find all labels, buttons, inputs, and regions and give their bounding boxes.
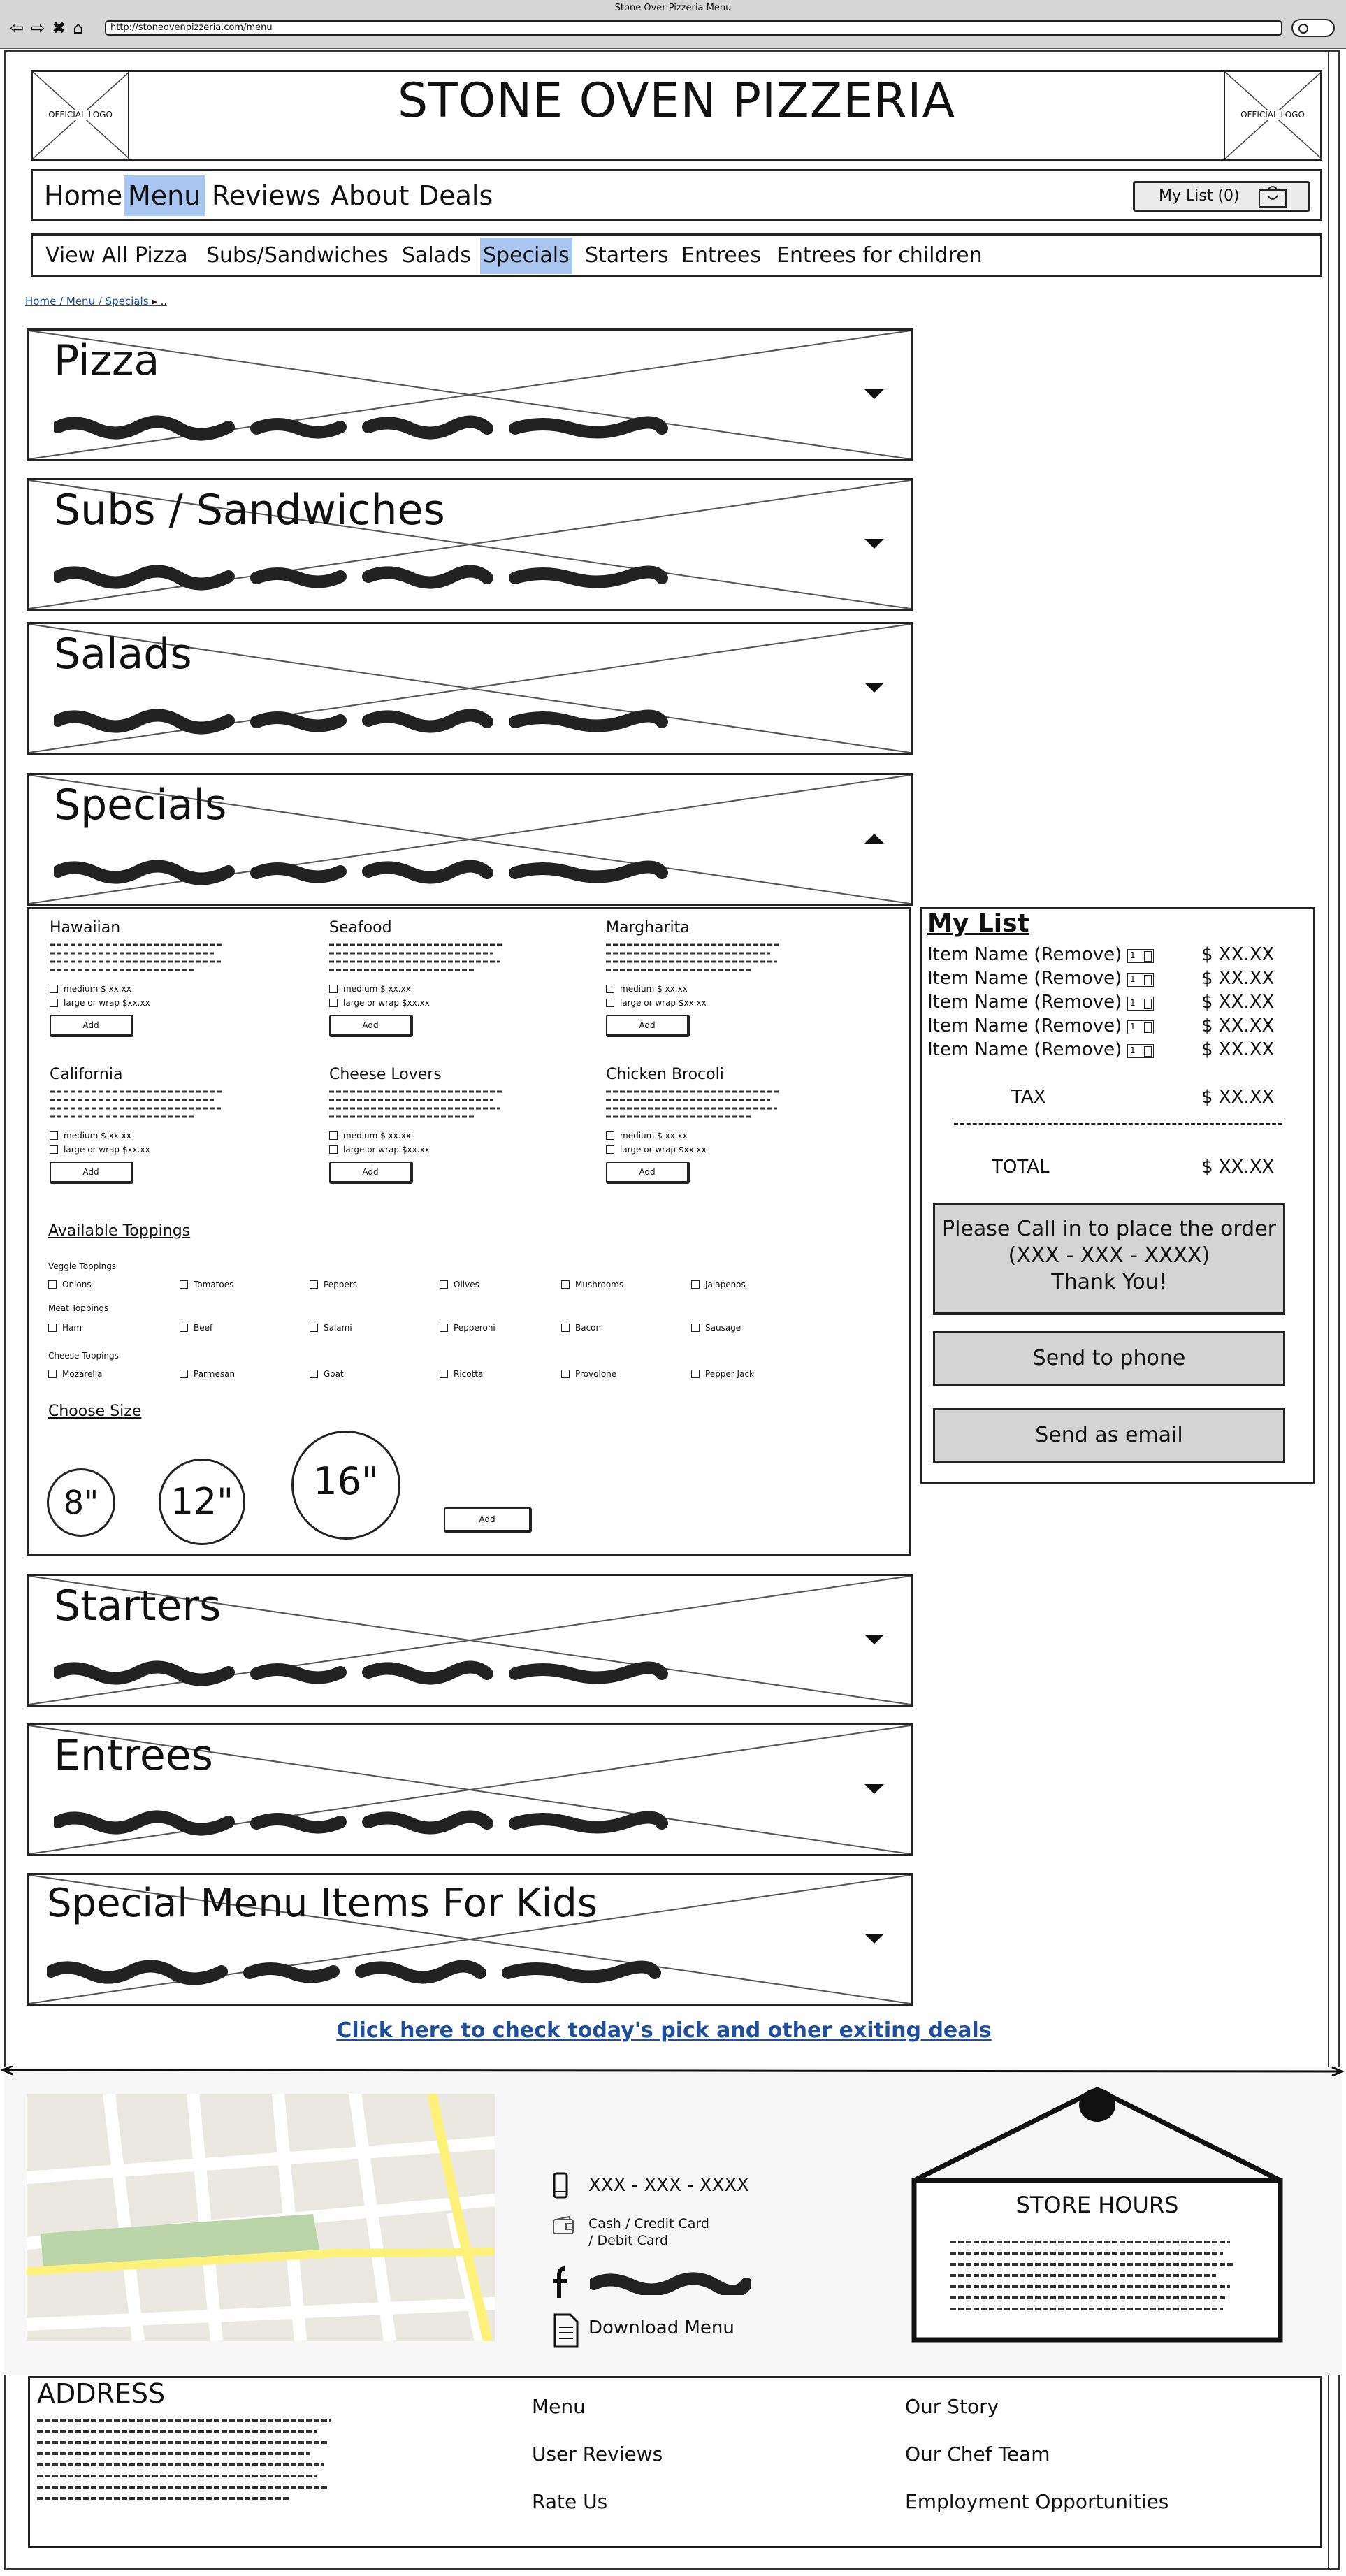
close-icon[interactable]: ✖ xyxy=(52,18,66,38)
add-button[interactable]: Add xyxy=(50,1162,133,1184)
expand-chevron-icon[interactable] xyxy=(864,683,884,693)
send-as-email-button[interactable]: Send as email xyxy=(933,1408,1285,1463)
call-line-1: Please Call in to place the order xyxy=(942,1217,1276,1241)
browser-search-icon[interactable] xyxy=(1291,19,1335,37)
menu-item-name: Margharita xyxy=(606,919,690,936)
breadcrumb[interactable]: Home / Menu / Specials ▸ .. xyxy=(25,295,168,307)
category-panel-kids[interactable] xyxy=(27,1873,913,2006)
topping-option[interactable]: Sausage xyxy=(691,1323,741,1333)
checkbox[interactable] xyxy=(50,985,58,993)
tax-label: TAX xyxy=(1011,1087,1046,1108)
size-option-large[interactable]: large or wrap $xx.xx xyxy=(50,998,259,1008)
checkbox[interactable] xyxy=(180,1280,188,1289)
subnav-specials[interactable]: Specials xyxy=(480,238,572,274)
subnav-salads[interactable]: Salads xyxy=(402,243,471,268)
deals-link[interactable]: Click here to check today's pick and other exiting deals xyxy=(336,2018,992,2043)
topping-option[interactable]: Salami xyxy=(310,1323,352,1333)
placeholder-text-scribble xyxy=(329,1087,511,1124)
size-12-button[interactable]: 12" xyxy=(159,1459,245,1545)
list-item-name[interactable]: Item Name (Remove) xyxy=(927,992,1122,1013)
toppings-title: Available Toppings xyxy=(48,1222,191,1240)
expand-chevron-icon[interactable] xyxy=(864,389,884,399)
list-item xyxy=(927,1039,1305,1063)
topping-option[interactable]: Bacon xyxy=(561,1323,601,1333)
browser-chrome xyxy=(0,0,1346,49)
placeholder-text-scribble xyxy=(50,1087,231,1124)
add-button[interactable]: Add xyxy=(50,1015,133,1037)
placeholder-text-scribble xyxy=(950,2238,1244,2322)
checkbox[interactable] xyxy=(561,1370,570,1378)
menu-item-card xyxy=(50,919,259,1037)
cheese-toppings-label: Cheese Toppings xyxy=(48,1351,119,1361)
checkbox[interactable] xyxy=(440,1370,448,1378)
checkbox[interactable] xyxy=(329,1145,338,1154)
wallet-icon xyxy=(552,2215,576,2236)
payment-line-1: Cash / Credit Card xyxy=(588,2216,709,2231)
placeholder-text-scribble xyxy=(54,1808,669,1836)
placeholder-text-scribble xyxy=(606,941,788,977)
back-icon[interactable]: ⇦ xyxy=(10,18,24,38)
add-button[interactable]: Add xyxy=(606,1162,690,1184)
topping-option[interactable]: Goat xyxy=(310,1369,344,1379)
site-header xyxy=(31,70,1322,161)
checkbox[interactable] xyxy=(310,1370,318,1378)
checkbox[interactable] xyxy=(50,999,58,1007)
nav-about[interactable]: About xyxy=(331,180,410,211)
official-logo-right[interactable]: OFFICIAL LOGO xyxy=(1224,72,1320,159)
add-button[interactable]: Add xyxy=(606,1015,690,1037)
menu-item-card xyxy=(606,919,816,1037)
checkbox[interactable] xyxy=(440,1324,448,1332)
category-panel-starters[interactable] xyxy=(27,1574,913,1707)
subnav-pizza[interactable]: Pizza xyxy=(135,243,188,268)
document-icon xyxy=(552,2313,580,2348)
list-item-price: $ XX.XX xyxy=(1201,992,1275,1013)
quantity-stepper[interactable]: 1 xyxy=(1127,1020,1154,1034)
expand-chevron-icon[interactable] xyxy=(864,1635,884,1644)
topping-option[interactable]: Onions xyxy=(48,1280,92,1289)
checkbox[interactable] xyxy=(180,1324,188,1332)
checkbox[interactable] xyxy=(50,1145,58,1154)
quantity-stepper[interactable]: 1 xyxy=(1127,949,1154,963)
menu-item-name: Cheese Lovers xyxy=(329,1066,442,1083)
category-panel-specials[interactable] xyxy=(27,773,913,906)
placeholder-text-scribble xyxy=(54,1658,669,1686)
menu-item-name: Hawaiian xyxy=(50,919,121,936)
topping-option[interactable]: Parmesan xyxy=(180,1369,235,1379)
category-title: Salads xyxy=(54,630,192,679)
checkbox[interactable] xyxy=(50,1131,58,1140)
veggie-toppings-label: Veggie Toppings xyxy=(48,1261,117,1271)
my-list-button-label: My List (0) xyxy=(1159,187,1240,205)
add-size-button[interactable]: Add xyxy=(444,1507,532,1533)
checkbox[interactable] xyxy=(310,1324,318,1332)
placeholder-text-scribble xyxy=(54,413,669,441)
placeholder-text-scribble xyxy=(590,2271,751,2295)
category-panel-pizza[interactable] xyxy=(27,328,913,461)
menu-item-card xyxy=(329,1066,539,1184)
checkbox[interactable] xyxy=(561,1280,570,1289)
checkbox[interactable] xyxy=(561,1324,570,1332)
horizontal-divider-arrow xyxy=(0,2066,1346,2076)
topping-option[interactable]: Jalapenos xyxy=(691,1280,746,1289)
checkbox[interactable] xyxy=(329,1131,338,1140)
list-item xyxy=(927,944,1305,968)
size-option-large[interactable]: large or wrap $xx.xx xyxy=(329,998,539,1008)
checkbox[interactable] xyxy=(606,1145,614,1154)
tax-value: $ XX.XX xyxy=(1201,1087,1275,1108)
footer-link-story[interactable]: Our Story xyxy=(905,2395,999,2418)
placeholder-text-scribble xyxy=(606,1087,788,1124)
expand-chevron-icon[interactable] xyxy=(864,1784,884,1794)
category-panel-salads[interactable] xyxy=(27,622,913,755)
my-list-button[interactable] xyxy=(1133,181,1310,212)
topping-option[interactable]: Peppers xyxy=(310,1280,357,1289)
category-title: Specials xyxy=(54,781,227,830)
total-label: TOTAL xyxy=(992,1157,1050,1178)
facebook-icon[interactable] xyxy=(552,2266,570,2299)
checkbox[interactable] xyxy=(691,1280,700,1289)
nav-menu[interactable]: Menu xyxy=(124,175,205,216)
quantity-stepper[interactable]: 1 xyxy=(1127,997,1154,1011)
topping-option[interactable]: Beef xyxy=(180,1323,212,1333)
forward-icon[interactable]: ⇨ xyxy=(31,18,45,38)
collapse-chevron-icon[interactable] xyxy=(864,834,884,844)
list-item xyxy=(927,968,1305,992)
size-option-medium[interactable]: medium $ xx.xx xyxy=(606,1131,816,1141)
checkbox[interactable] xyxy=(606,1131,614,1140)
category-title: Special Menu Items For Kids xyxy=(47,1881,598,1926)
topping-option[interactable]: Pepperoni xyxy=(440,1323,495,1333)
nav-home[interactable]: Home xyxy=(44,180,123,211)
checkbox[interactable] xyxy=(48,1370,57,1378)
quantity-stepper[interactable]: 1 xyxy=(1127,973,1154,987)
nav-reviews[interactable]: Reviews xyxy=(212,180,321,211)
specials-content xyxy=(27,907,911,1556)
topping-option[interactable]: Mozarella xyxy=(48,1369,102,1379)
category-nav xyxy=(31,233,1322,277)
category-panel-subs[interactable] xyxy=(27,478,913,611)
my-list-title: My List xyxy=(927,909,1029,938)
list-item xyxy=(927,1015,1305,1039)
placeholder-text-scribble xyxy=(54,858,669,885)
official-logo-left[interactable]: OFFICIAL LOGO xyxy=(33,72,129,159)
checkbox[interactable] xyxy=(180,1370,188,1378)
footer-link-rate[interactable]: Rate Us xyxy=(532,2490,608,2513)
topping-option[interactable]: Ricotta xyxy=(440,1369,483,1379)
topping-option[interactable]: Pepper Jack xyxy=(691,1369,754,1379)
placeholder-text-scribble xyxy=(54,707,669,735)
footer-link-employment[interactable]: Employment Opportunities xyxy=(905,2490,1169,2513)
size-option-large[interactable]: large or wrap $xx.xx xyxy=(606,1145,816,1155)
store-hours-title: STORE HOURS xyxy=(1015,2192,1179,2218)
expand-chevron-icon[interactable] xyxy=(864,539,884,549)
size-16-button[interactable]: 16" xyxy=(291,1431,400,1540)
checkbox[interactable] xyxy=(329,985,338,993)
checkbox[interactable] xyxy=(691,1370,700,1378)
placeholder-text-scribble xyxy=(50,941,231,977)
address-title: ADDRESS xyxy=(37,2378,166,2409)
size-option-large[interactable]: large or wrap $xx.xx xyxy=(606,998,816,1008)
list-item xyxy=(927,992,1305,1015)
size-option-medium[interactable]: medium $ xx.xx xyxy=(606,984,816,994)
checkbox[interactable] xyxy=(329,999,338,1007)
list-item-name[interactable]: Item Name (Remove) xyxy=(927,1039,1122,1060)
choose-size-title: Choose Size xyxy=(48,1403,142,1420)
list-item-name[interactable]: Item Name (Remove) xyxy=(927,1015,1122,1036)
download-menu-link[interactable]: Download Menu xyxy=(588,2317,734,2338)
category-panel-entrees[interactable] xyxy=(27,1723,913,1856)
main-nav xyxy=(31,169,1322,221)
size-option-medium[interactable]: medium $ xx.xx xyxy=(329,984,539,994)
checkbox[interactable] xyxy=(606,999,614,1007)
checkbox[interactable] xyxy=(48,1324,57,1332)
list-item-price: $ XX.XX xyxy=(1201,1039,1275,1060)
placeholder-text-scribble xyxy=(329,941,511,977)
size-option-medium[interactable]: medium $ xx.xx xyxy=(50,984,259,994)
placeholder-text-scribble xyxy=(37,2416,338,2514)
call-phone-number: (XXX - XXX - XXXX) xyxy=(1008,1243,1210,1268)
list-item-price: $ XX.XX xyxy=(1201,1015,1275,1036)
location-map[interactable] xyxy=(27,2094,495,2341)
topping-option[interactable]: Olives xyxy=(440,1280,479,1289)
checkbox[interactable] xyxy=(440,1280,448,1289)
window-title: Stone Over Pizzeria Menu xyxy=(614,3,732,13)
size-option-large[interactable]: large or wrap $xx.xx xyxy=(50,1145,259,1155)
divider xyxy=(954,1123,1282,1125)
topping-option[interactable]: Mushrooms xyxy=(561,1280,623,1289)
checkbox[interactable] xyxy=(48,1280,57,1289)
site-title: STONE OVEN PIZZERIA xyxy=(398,73,955,129)
add-button[interactable]: Add xyxy=(329,1015,413,1037)
nav-deals[interactable]: Deals xyxy=(419,180,493,211)
quantity-stepper[interactable]: 1 xyxy=(1127,1044,1154,1058)
category-title: Pizza xyxy=(54,336,160,385)
footer-link-chef-team[interactable]: Our Chef Team xyxy=(905,2443,1050,2466)
send-to-phone-button[interactable]: Send to phone xyxy=(933,1331,1285,1386)
size-8-button[interactable]: 8" xyxy=(47,1468,115,1537)
add-button[interactable]: Add xyxy=(329,1162,413,1184)
call-thank-you: Thank You! xyxy=(1051,1270,1167,1294)
placeholder-text-scribble xyxy=(54,563,669,591)
topping-option[interactable]: Ham xyxy=(48,1323,82,1333)
subnav-subs[interactable]: Subs/Sandwiches xyxy=(206,243,389,268)
subnav-starters[interactable]: Starters xyxy=(585,243,669,268)
topping-option[interactable]: Provolone xyxy=(561,1369,616,1379)
subnav-entrees[interactable]: Entrees xyxy=(681,243,761,268)
size-option-medium[interactable]: medium $ xx.xx xyxy=(50,1131,259,1141)
size-option-large[interactable]: large or wrap $xx.xx xyxy=(329,1145,539,1155)
browser-nav-buttons xyxy=(10,18,84,38)
footer-links xyxy=(28,2376,1322,2548)
checkbox[interactable] xyxy=(606,985,614,993)
my-list-panel xyxy=(920,907,1315,1484)
shopping-bag-icon xyxy=(1258,186,1287,208)
topping-option[interactable]: Tomatoes xyxy=(180,1280,233,1289)
placeholder-text-scribble xyxy=(47,1958,662,1985)
menu-item-name: Chicken Brocoli xyxy=(606,1066,724,1083)
checkbox[interactable] xyxy=(691,1324,700,1332)
menu-item-name: Seafood xyxy=(329,919,392,936)
breadcrumb-path[interactable]: Home / Menu / Specials xyxy=(25,295,149,307)
footer-link-menu[interactable]: Menu xyxy=(532,2395,586,2418)
menu-item-card xyxy=(50,1066,259,1184)
list-item-price: $ XX.XX xyxy=(1201,944,1275,965)
list-item-name[interactable]: Item Name (Remove) xyxy=(927,944,1122,965)
list-item-price: $ XX.XX xyxy=(1201,968,1275,989)
call-to-order-box xyxy=(933,1203,1285,1315)
meat-toppings-label: Meat Toppings xyxy=(48,1303,109,1313)
footer-link-reviews[interactable]: User Reviews xyxy=(532,2443,663,2466)
category-title: Subs / Sandwiches xyxy=(54,486,445,535)
home-icon[interactable]: ⌂ xyxy=(73,18,84,38)
category-title: Entrees xyxy=(54,1731,213,1780)
url-bar[interactable]: http://stoneovenpizzeria.com/menu xyxy=(105,20,1282,36)
phone-icon xyxy=(552,2172,569,2199)
menu-item-card xyxy=(606,1066,816,1184)
payment-line-2: / Debit Card xyxy=(588,2233,669,2248)
size-option-medium[interactable]: medium $ xx.xx xyxy=(329,1131,539,1141)
category-title: Starters xyxy=(54,1582,222,1630)
phone-number[interactable]: XXX - XXX - XXXX xyxy=(588,2175,749,2196)
menu-item-card xyxy=(329,919,539,1037)
total-value: $ XX.XX xyxy=(1201,1157,1275,1178)
checkbox[interactable] xyxy=(310,1280,318,1289)
list-item-name[interactable]: Item Name (Remove) xyxy=(927,968,1122,989)
subnav-entrees-children[interactable]: Entrees for children xyxy=(776,243,983,268)
expand-chevron-icon[interactable] xyxy=(864,1934,884,1944)
subnav-view-all[interactable]: View All xyxy=(45,243,128,268)
menu-item-name: California xyxy=(50,1066,123,1083)
